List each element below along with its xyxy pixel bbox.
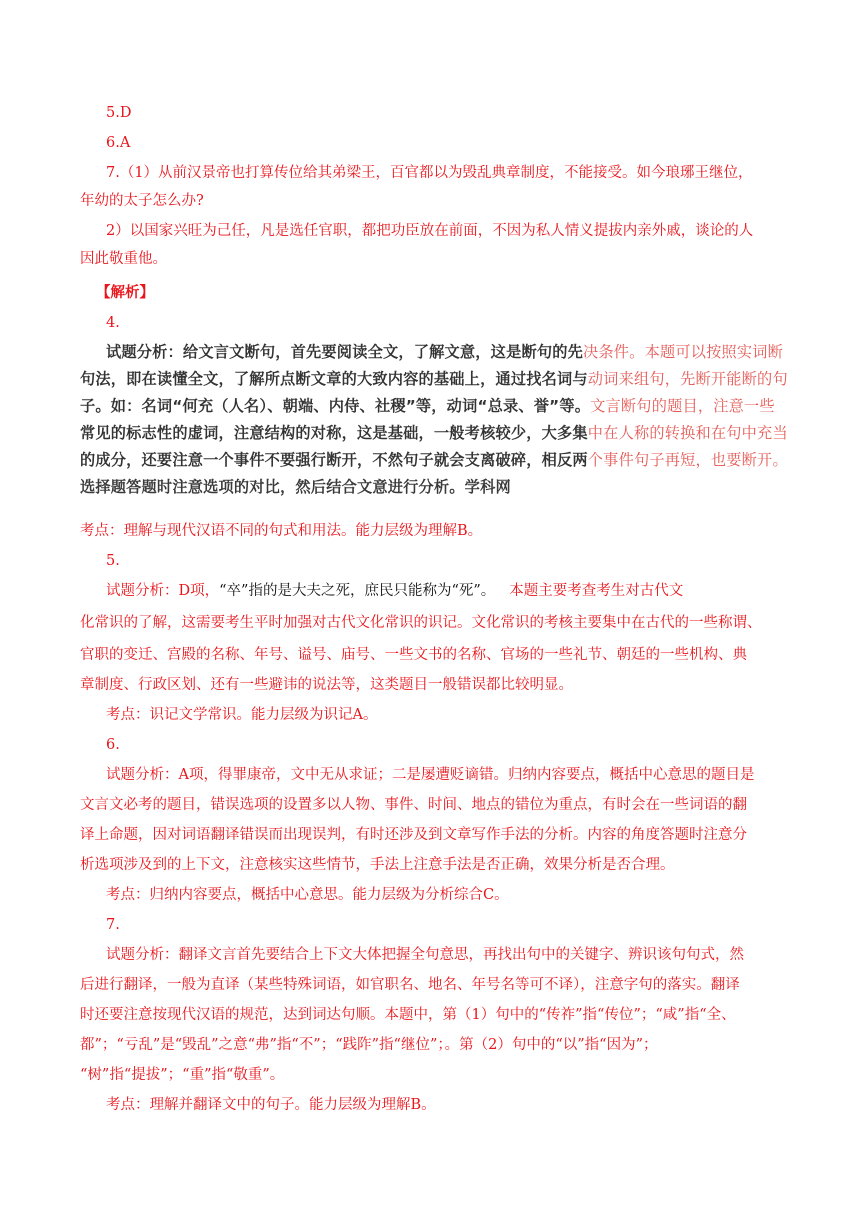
q6-line-3: 译上命题，因对词语翻译错误而出现误判，有时还涉及到文章写作手法的分析。内容的角度答题时注意分 [80,827,747,843]
q6-kaodian: 考点：归纳内容要点，概括中心意思。能力层级为分析综合C。 [106,887,509,903]
q4-number: 4. [106,315,120,331]
q4-image-line: 子。如：名词“何充（人名）、朝端、内侍、社稷”等，动词“总录、誉”等。文言断句的题目，注意一些 [80,397,775,415]
q4-image-line: 的成分，还要注意一个事件不要强行断开，不然句子就会支离破碎，相反两个事件句子再短，也要断开。 [80,451,788,469]
q4-image-line: 选择题答题时注意选项的对比，然后结合文意进行分析。学科网 [80,478,511,496]
answer-7-line-2: 年幼的太子怎么办? [80,193,204,209]
q5-line-1-a: 试题分析：D项， [106,583,220,599]
q7-number: 7. [106,917,120,933]
analysis-section-label: 【解析】 [96,284,154,301]
q4-kaodian: 考点：理解与现代汉语不同的句式和用法。能力层级为理解B。 [80,523,483,539]
answer-7-line-3: 2）以国家兴旺为己任，凡是选任官职，都把功臣放在前面，不因为私人情义提拔内亲外戚，谈论的人 [106,223,754,239]
q7-line-2: 后进行翻译，一般为直译（某些特殊词语，如官职名、地名、年号名等可不译），注意字句的落实。翻译 [80,977,740,993]
q4-image-line: 常见的标志性的虚词，注意结构的对称，这是基础，一般考核较少，大多集中在人称的转换和在句中充当 [80,424,788,442]
q7-line-4: 都”；“亏乱”是“毁乱”之意“弗”指“不”；“践阼”指“继位”；。第（2）句中的“以”指“因为”； [80,1037,658,1053]
q6-number: 6. [106,737,120,753]
q5-number: 5. [106,553,120,569]
answer-7-line-4: 因此敬重他。 [80,251,167,267]
q5-line-4: 章制度、行政区划、还有一些避讳的说法等，这类题目一般错误都比较明显。 [80,677,573,693]
q6-line-2: 文言文必考的题目，错误选项的设置多以人物、事件、时间、地点的错位为重点，有时会在一些词语的翻 [80,797,747,813]
q5-line-1 [106,578,683,604]
q7-line-5: “树”指“提拔”；“重”指“敬重”。 [80,1067,285,1083]
q7-line-3: 时还要注意按现代汉语的规范，达到词达句顺。本题中，第（1）句中的“传祚”指“传位”；“咸”指“全、 [80,1007,736,1023]
answer-5: 5.D [106,105,132,121]
q5-line-2: 化常识的了解，这需要考生平时加强对古代文化常识的识记。文化常识的考核主要集中在古代的一些称谓、 [80,615,762,631]
q4-analysis-image-text [80,339,792,501]
answer-7-line-1: 7.（1）从前汉景帝也打算传位给其弟梁王，百官都以为毁乱典章制度，不能接受。如今琅琊王继位， [106,165,753,181]
answer-6: 6.A [106,135,131,151]
q5-line-3: 官职的变迁、宫殿的名称、年号、谥号、庙号、一些文书的名称、官场的一些礼节、朝廷的一些机构、典 [80,647,747,663]
q5-kaodian: 考点：识记文学常识。能力层级为识记A。 [106,707,378,723]
q4-image-line: 试题分析：给文言文断句，首先要阅读全文，了解文意，这是断句的先决条件。本题可以按照实词断 [106,343,784,361]
q7-line-1: 试题分析：翻译文言首先要结合上下文大体把握全句意思，再找出句中的关键字、辨识该句句式，然 [106,947,744,963]
q6-line-1 [106,762,754,788]
q6-line-1-b: 归纳内容要点，概括中心意思的题目是 [507,767,755,783]
q7-kaodian: 考点：理解并翻译文中的句子。能力层级为理解B。 [106,1097,436,1113]
q5-line-1-b: “卒”指的是大夫之死，庶民只能称为“死”。 [219,583,496,599]
q4-image-line: 句法，即在读懂全文，了解所点断文章的大致内容的基础上，通过找名词与动词来组句，先断开能断的句 [80,370,788,388]
q5-line-1-c: 本题主要考查考生对古代文 [509,583,684,599]
q6-line-4: 析选项涉及到的上下文，注意核实这些情节，手法上注意手法是否正确，效果分析是否合理。 [80,857,675,873]
q6-line-1-a: 试题分析：A项，得罪康帝，文中无从求证；二是屡遭贬谪错。 [106,767,508,783]
